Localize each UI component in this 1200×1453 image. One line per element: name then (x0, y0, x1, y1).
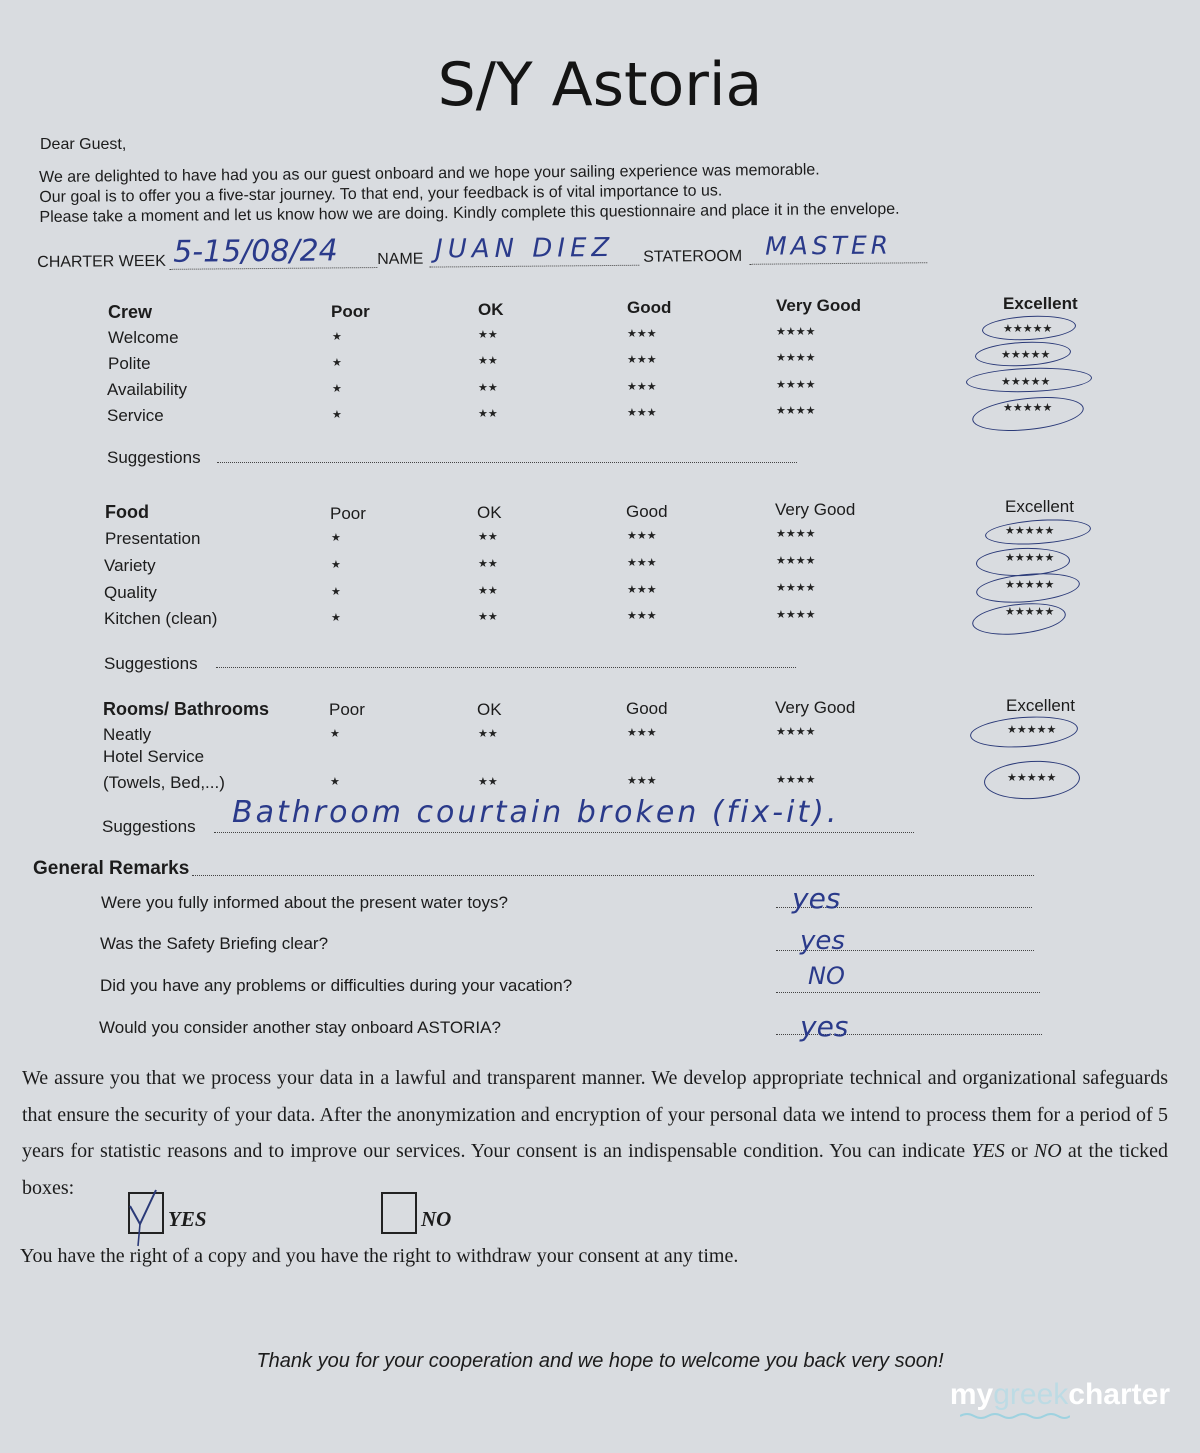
rating-option[interactable]: ★ (332, 331, 342, 343)
general-remarks-line[interactable] (192, 875, 1034, 876)
question: Would you consider another stay onboard ASTORIA? (99, 1018, 501, 1037)
rating-option[interactable]: ★★★★★ (1005, 606, 1055, 618)
consent-no-checkbox[interactable] (381, 1192, 417, 1234)
privacy-tail: at the ticked boxes: (22, 1140, 1169, 1199)
answer-value[interactable]: yes (792, 882, 841, 915)
rating-option[interactable]: ★★★ (627, 775, 657, 787)
rating-option[interactable]: ★ (331, 532, 341, 544)
watermark-part: my (949, 1378, 994, 1411)
rooms-suggestion-value[interactable]: Bathroom courtain broken (fix-it). (232, 795, 840, 830)
col-good: Good (626, 699, 668, 718)
suggestions-line[interactable] (217, 462, 797, 463)
row-label: Welcome (108, 328, 179, 347)
row-label: Variety (104, 556, 156, 575)
rating-option[interactable]: ★★★ (627, 328, 657, 340)
rating-option[interactable]: ★ (332, 383, 342, 395)
rating-option[interactable]: ★★★★ (776, 405, 816, 417)
selection-oval (981, 314, 1076, 343)
col-very-good: Very Good (776, 296, 862, 315)
col-good: Good (626, 502, 668, 521)
rating-option[interactable]: ★ (330, 728, 340, 740)
rating-option[interactable]: ★★★★★ (1003, 323, 1053, 335)
rating-option[interactable]: ★★★ (627, 354, 657, 366)
section-title: Food (105, 502, 149, 522)
suggestions-line[interactable] (214, 832, 914, 833)
intro-line: We are delighted to have had you as our guest onboard and we hope your sailing experience was memorable. (39, 161, 820, 186)
col-excellent: Excellent (1005, 497, 1074, 516)
selection-oval (984, 516, 1091, 547)
name-label: NAME (377, 250, 424, 269)
col-good: Good (627, 298, 672, 317)
col-ok: OK (478, 300, 504, 319)
col-very-good: Very Good (775, 698, 856, 717)
yes-word: YES (971, 1140, 1005, 1162)
row-label: Availability (107, 380, 188, 399)
row-label: Service (107, 406, 164, 425)
rating-option[interactable]: ★★ (478, 408, 498, 420)
general-remarks-title: General Remarks (33, 858, 190, 879)
rating-option[interactable]: ★★★★★ (1007, 724, 1057, 736)
col-poor: Poor (331, 302, 370, 321)
row-label: Presentation (105, 529, 201, 548)
rating-option[interactable]: ★★★★★ (1001, 376, 1051, 388)
rating-option[interactable]: ★ (330, 776, 340, 788)
header-fields (37, 228, 937, 271)
rating-option[interactable]: ★★★★★ (1003, 402, 1053, 414)
row-label: Kitchen (clean) (104, 609, 218, 628)
rating-option[interactable]: ★★★ (627, 381, 657, 393)
col-ok: OK (477, 503, 502, 522)
row-label: Hotel Service (103, 747, 205, 766)
rating-option[interactable]: ★★★★ (776, 326, 816, 338)
watermark-logo (950, 1378, 1170, 1412)
section-title: Rooms/ Bathrooms (103, 699, 270, 719)
selection-oval (969, 713, 1079, 750)
suggestions-label: Suggestions (102, 817, 196, 836)
thank-you-note: Thank you for your cooperation and we hope to welcome you back very soon! (256, 1350, 944, 1372)
rating-option[interactable]: ★★ (478, 728, 498, 740)
consent-no-label: NO (421, 1207, 452, 1231)
selection-oval (971, 599, 1068, 639)
rating-option[interactable]: ★★ (478, 355, 498, 367)
rating-option[interactable]: ★★ (478, 329, 498, 341)
rating-option[interactable]: ★★ (478, 611, 498, 623)
wave-icon (960, 1412, 1070, 1420)
row-label: (Towels, Bed,...) (103, 773, 225, 792)
answer-value[interactable]: yes (800, 1010, 849, 1043)
col-ok: OK (477, 700, 502, 719)
rating-option[interactable]: ★★ (478, 531, 498, 543)
answer-value[interactable]: NO (808, 962, 845, 990)
selection-oval (966, 366, 1093, 394)
suggestions-line[interactable] (216, 667, 796, 668)
row-label: Quality (104, 583, 157, 602)
or-word: or (1010, 1140, 1028, 1162)
rating-option[interactable]: ★★ (478, 585, 498, 597)
rating-option[interactable]: ★★★ (627, 727, 657, 739)
rights-statement: You have the right of a copy and you have the right to withdraw your consent at any time. (20, 1245, 739, 1267)
col-excellent: Excellent (1003, 294, 1078, 313)
answer-value[interactable]: yes (800, 926, 845, 956)
intro-text (39, 160, 900, 228)
no-word: NO (1033, 1140, 1062, 1162)
stateroom-value[interactable]: MASTER (764, 230, 893, 261)
question: Were you fully informed about the present water toys? (101, 893, 508, 912)
rating-option[interactable]: ★ (331, 586, 341, 598)
rating-option[interactable]: ★ (331, 612, 341, 624)
col-excellent: Excellent (1006, 696, 1075, 715)
row-label: Polite (108, 354, 151, 373)
rating-option[interactable]: ★★★★★ (1001, 349, 1051, 361)
rating-option[interactable]: ★ (331, 559, 341, 571)
suggestions-label: Suggestions (107, 448, 201, 467)
rating-option[interactable]: ★★★★ (776, 352, 816, 364)
check-mark-icon (126, 1184, 158, 1240)
rating-option[interactable]: ★★★★★ (1005, 579, 1055, 591)
col-poor: Poor (329, 700, 365, 719)
consent-yes-checkbox[interactable] (128, 1192, 164, 1234)
rating-option[interactable]: ★★★★ (776, 379, 816, 391)
rating-option[interactable]: ★★★★ (776, 582, 816, 594)
rating-option[interactable]: ★★★★★ (1005, 525, 1055, 537)
watermark-part: charter (1068, 1378, 1170, 1411)
intro-line: Please take a moment and let us know how we are doing. Kindly complete this questionnaire and place it in the envelope. (39, 200, 900, 226)
selection-oval (983, 759, 1081, 802)
rating-option[interactable]: ★★★★ (776, 528, 816, 540)
privacy-statement (22, 1060, 1168, 1206)
answer-line[interactable] (776, 992, 1040, 993)
name-value[interactable]: JUAN DIEZ (435, 232, 615, 265)
selection-oval (971, 392, 1086, 436)
rating-option[interactable]: ★★ (478, 776, 498, 788)
privacy-text: We assure you that we process your data in a lawful and transparent manner. We develop appropriate technical and organizational safeguards that ensure the security of your data. After the anonymization and encryption of your personal data we intend to process them for a period of 5 years for statistic reasons and to improve our services. Your consent is an indispensable condition. You can indicate (22, 1067, 1168, 1162)
row-label: Neatly (103, 725, 152, 744)
rating-option[interactable]: ★★★ (627, 407, 657, 419)
charter-week-value[interactable]: 5-15/08/24 (172, 233, 338, 270)
rating-option[interactable]: ★★★★ (776, 609, 816, 621)
rating-option[interactable]: ★★★ (627, 610, 657, 622)
page-title: S/Y Astoria (437, 50, 763, 120)
selection-oval (975, 570, 1081, 607)
rating-option[interactable]: ★★ (478, 382, 498, 394)
selection-oval (974, 340, 1071, 369)
suggestions-label: Suggestions (104, 654, 198, 673)
rating-option[interactable]: ★★★ (627, 557, 657, 569)
rating-option[interactable]: ★ (332, 409, 342, 421)
greeting: Dear Guest, (40, 136, 127, 153)
rating-option[interactable]: ★ (332, 357, 342, 369)
intro-line: Our goal is to offer you a five-star journey. To that end, your feedback is of vital importance to us. (39, 182, 723, 206)
watermark-part: greek (993, 1378, 1069, 1411)
consent-yes-label: YES (168, 1207, 207, 1231)
rating-option[interactable]: ★★★ (627, 584, 657, 596)
rating-option[interactable]: ★★★★★ (1005, 552, 1055, 564)
charter-week-label: CHARTER WEEK (37, 252, 166, 271)
section-title: Crew (108, 302, 153, 322)
question: Was the Safety Briefing clear? (100, 934, 329, 953)
rating-option[interactable]: ★★★★★ (1007, 772, 1057, 784)
rating-option[interactable]: ★★★★ (776, 726, 816, 738)
rating-option[interactable]: ★★ (478, 558, 498, 570)
col-poor: Poor (330, 504, 366, 523)
question: Did you have any problems or difficulties during your vacation? (100, 976, 573, 995)
rating-option[interactable]: ★★★★ (776, 774, 816, 786)
rating-option[interactable]: ★★★★ (776, 555, 816, 567)
col-very-good: Very Good (775, 500, 856, 519)
rating-option[interactable]: ★★★ (627, 530, 657, 542)
stateroom-label: STATEROOM (643, 247, 743, 266)
